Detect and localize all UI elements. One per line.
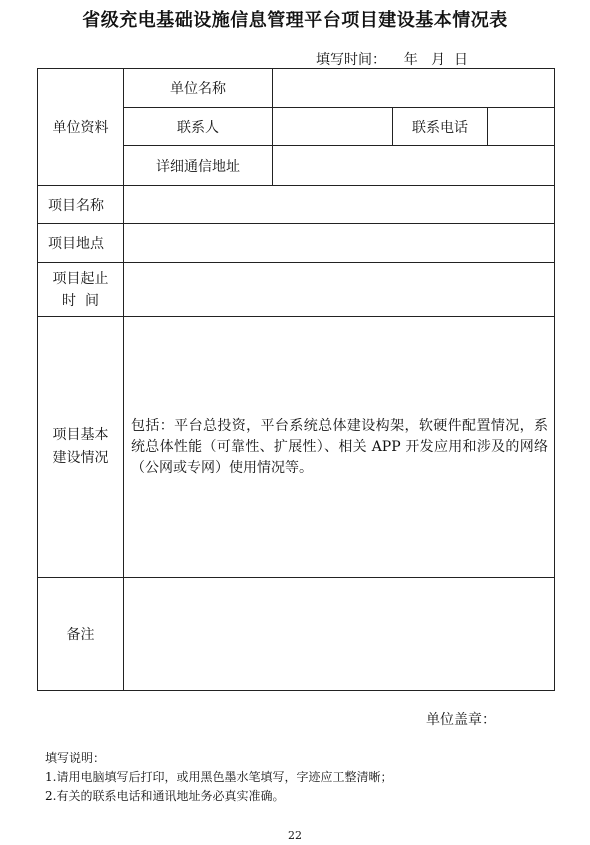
page-number: 22 [288,829,302,842]
notes-heading: 填写说明： [45,751,106,765]
project-location-field[interactable] [124,224,555,263]
project-name-field[interactable] [124,186,555,224]
project-name-label: 项目名称 [38,186,124,224]
unit-info-label: 单位资料 [38,69,124,186]
project-info-label [38,317,124,578]
contact-phone-field[interactable] [488,108,555,146]
project-period-label-line2: 时 间 [62,292,99,309]
project-info-table [37,68,555,691]
project-info-content[interactable]: 包括：平台总投资，平台系统总体建设构架，软硬件配置情况，系统总体性能（可靠性、扩展性）、相关 APP 开发应用和涉及的网络（公网或专网）使用情况等。 [124,317,555,578]
remarks-field[interactable] [124,578,555,691]
project-info-label-line1: 项目基本 [52,427,109,443]
address-field[interactable] [273,146,555,186]
project-location-label: 项目地点 [38,224,124,263]
unit-name-field[interactable] [273,69,555,108]
contact-person-field[interactable] [273,108,393,146]
remarks-label: 备注 [38,578,124,691]
fill-time-label: 填写时间： 年 月 日 [316,52,469,68]
unit-name-label: 单位名称 [124,69,273,108]
note-item: 1.请用电脑填写后打印，或用黑色墨水笔填写，字迹应工整清晰； [45,770,393,784]
project-period-label-line1: 项目起止 [52,270,109,287]
project-period-field[interactable] [124,263,555,317]
form-title: 省级充电基础设施信息管理平台项目建设基本情况表 [82,10,508,31]
unit-stamp-label: 单位盖章： [426,712,496,728]
project-period-label [38,263,124,317]
contact-person-label: 联系人 [124,108,273,146]
contact-phone-label: 联系电话 [393,108,488,146]
notes-section [45,749,392,806]
note-item: 2.有关的联系电话和通讯地址务必真实准确。 [45,789,285,803]
address-label: 详细通信地址 [124,146,273,186]
project-info-label-line2: 建设情况 [52,450,109,466]
